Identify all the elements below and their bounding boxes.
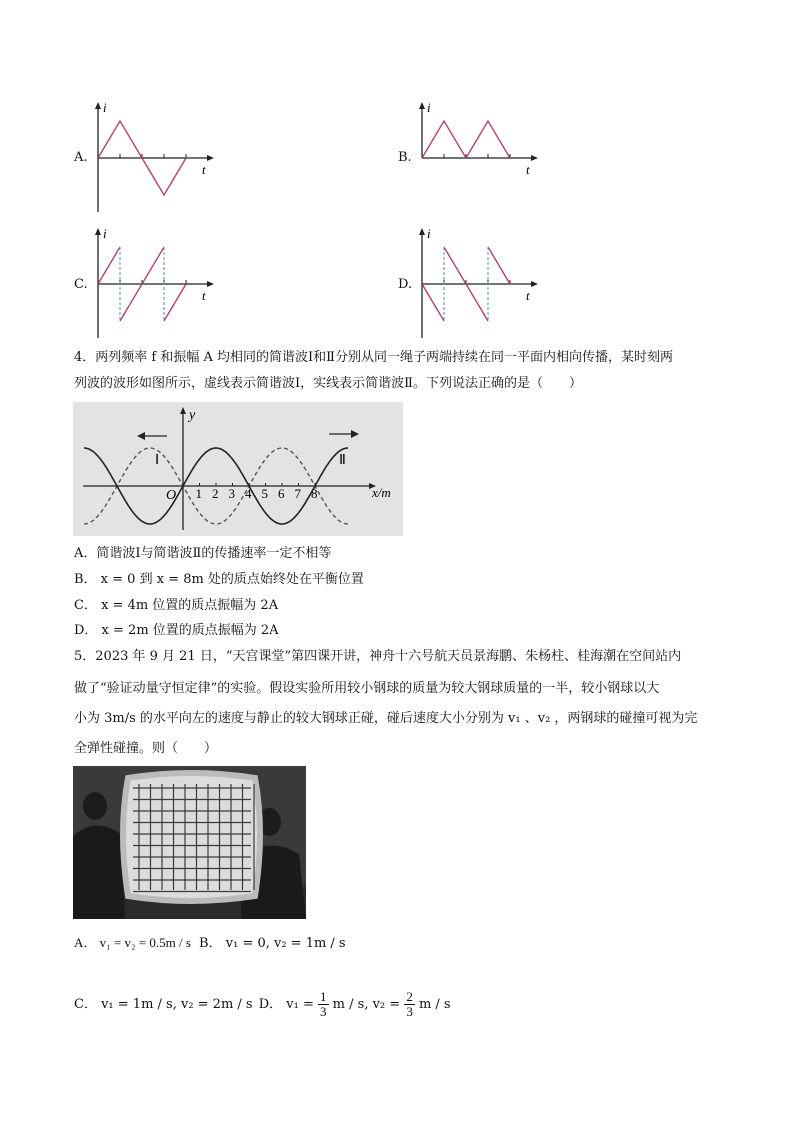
q4-option-b[interactable]: B． x = 0 到 x = 8m 处的质点始终处在平衡位置 (74, 572, 364, 587)
q4-option-a[interactable]: A．简谐波Ⅰ与简谐波Ⅱ的传播速率一定不相等 (74, 546, 332, 561)
graph-b-x-label: t (526, 162, 530, 177)
graph-a (90, 100, 220, 215)
q5-stem-line3: 小为 3m/s 的水平向左的速度与静止的较大钢球正碰，碰后速度大小分别为 v₁ 、v₂ ，两钢球的碰撞可视为完 (74, 711, 698, 726)
q4-option-c[interactable]: C． x = 4m 位置的质点振幅为 2A (74, 598, 279, 613)
graph-c-y-label: i (103, 226, 107, 241)
q5-photo-drawing (73, 766, 306, 919)
graph-d-y-label: i (427, 226, 431, 241)
q4-wave-II-label: Ⅱ (339, 453, 346, 468)
q4-tick-label: 8 (311, 486, 318, 501)
graph-a-y-label: i (103, 100, 107, 115)
q5-option-d-suffix: m / s (418, 997, 451, 1012)
q5-option-a[interactable]: A． v₁ = v₂ = 0.5m / s (74, 935, 191, 950)
q4-stem-line1: 4．两列频率 f 和振幅 A 均相同的简谐波Ⅰ和Ⅱ分别从同一绳子两端持续在同一平面内相向传播，某时刻两 (74, 350, 673, 365)
q5-stem-line1: 5．2023 年 9 月 21 日，“天宫课堂”第四课开讲，神舟十六号航天员景海鹏、朱杨柱、桂海潮在空间站内 (74, 649, 682, 664)
grid-board (123, 773, 260, 901)
fraction-two-thirds: $\frac{2}{3}$ (406, 989, 413, 1019)
graph-d (414, 226, 544, 341)
option-b-letter: B. (398, 150, 412, 165)
astronaut-left-body (73, 825, 125, 919)
option-c-letter: C. (74, 277, 88, 292)
graph-a-x-arrow (207, 155, 214, 161)
q4-tick-label: 6 (278, 486, 285, 501)
option-a-letter: A. (74, 150, 88, 165)
q4-tick-label: 4 (245, 486, 252, 501)
graph-c (90, 226, 220, 341)
q4-y-label: y (189, 408, 196, 423)
q4-stem-line2: 列波的波形如图所示，虚线表示简谐波Ⅰ，实线表示简谐波Ⅱ。下列说法正确的是（ ） (74, 376, 582, 391)
graph-b-curve (422, 121, 510, 158)
q4-x-label: x/m (372, 485, 391, 500)
q4-wave-I-label: Ⅰ (155, 453, 160, 468)
q4-tick-label: 1 (195, 486, 202, 501)
fraction-one-third: $\frac{1}{3}$ (320, 989, 327, 1019)
q4-tick-label: 7 (294, 486, 301, 501)
q5-option-c[interactable]: C． v₁ = 1m / s, v₂ = 2m / s (74, 997, 253, 1012)
q5-stem-line4: 全弹性碰撞。则（ ） (74, 741, 218, 756)
q5-option-cd (74, 990, 451, 1019)
graph-b-y-label: i (427, 100, 431, 115)
q5-stem-line2: 做了“验证动量守恒定律”的实验。假设实验所用较小钢球的质量为较大钢球质量的一半，较小钢球以大 (74, 681, 660, 696)
q4-tick-label: 3 (228, 486, 235, 501)
graph-a-y-arrow (95, 102, 101, 109)
q4-origin-label: O (166, 488, 177, 503)
q5-option-ab (74, 934, 346, 953)
graph-b (414, 100, 544, 185)
q5-option-d-mid: m / s, v₂ = (332, 997, 401, 1012)
q5-option-d-prefix: D． v₁ = (258, 997, 314, 1012)
graph-d-x-label: t (526, 288, 530, 303)
q5-photo (73, 766, 306, 919)
graph-c-x-label: t (202, 288, 206, 303)
q4-tick-label: 2 (212, 486, 219, 501)
q5-option-d[interactable] (258, 989, 451, 1019)
option-d-letter: D. (398, 277, 413, 292)
q4-option-d[interactable]: D． x = 2m 位置的质点振幅为 2A (74, 623, 279, 638)
q4-figure-background (73, 402, 403, 536)
q5-option-b[interactable]: B． v₁ = 0, v₂ = 1m / s (199, 936, 346, 951)
graph-a-x-label: t (202, 162, 206, 177)
q4-wave-figure (73, 402, 403, 536)
astronaut-left-head (83, 792, 107, 820)
q4-tick-label: 5 (261, 486, 268, 501)
